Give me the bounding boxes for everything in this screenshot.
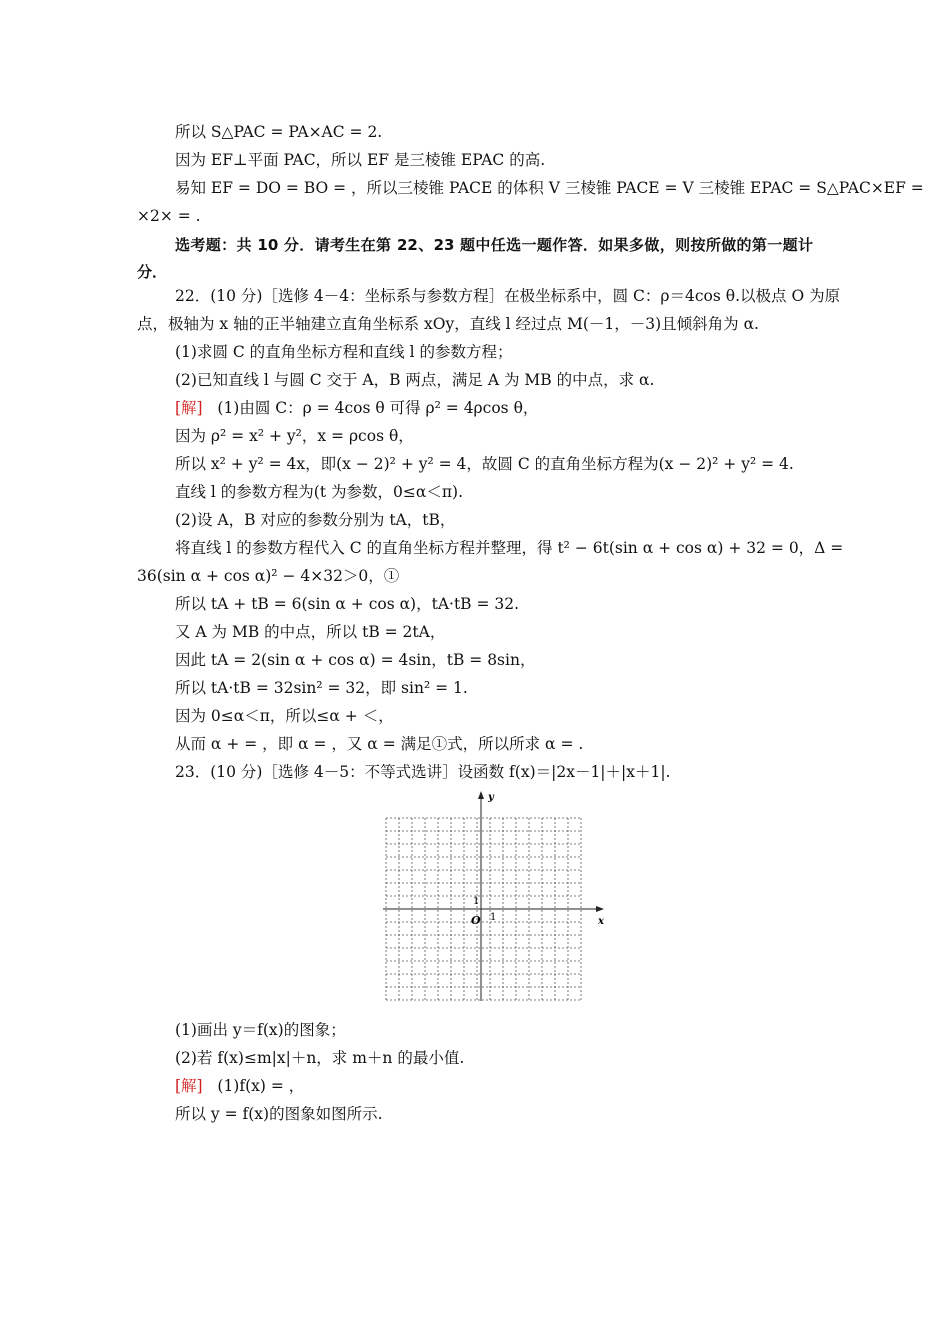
text-line: 因为 EF⊥平面 PAC，所以 EF 是三棱锥 EPAC 的高. bbox=[175, 151, 546, 169]
y-axis-label: y bbox=[488, 792, 494, 803]
text-line: (2)设 A，B 对应的参数分别为 tA，tB， bbox=[175, 511, 456, 529]
text-line: 所以 tA + tB = 6(sin α + cos α)，tA·tB = 32. bbox=[175, 595, 520, 613]
coordinate-grid-figure bbox=[378, 786, 608, 1006]
text-line: 所以 S△PAC = PA×AC = 2. bbox=[175, 123, 383, 141]
problem-23-statement: 23．(10 分)［选修 4－5：不等式选讲］设函数 f(x)＝|2x－1|＋|x＋1|. bbox=[175, 763, 671, 781]
solution-tag: [解] bbox=[175, 399, 203, 417]
problem-22-part2: (2)已知直线 l 与圆 C 交于 A，B 两点，满足 A 为 MB 的中点，求 α. bbox=[175, 371, 655, 389]
x-axis-arrow bbox=[596, 906, 604, 912]
text-line: 将直线 l 的参数方程代入 C 的直角坐标方程并整理，得 t² − 6t(sin α + cos α) + 32 = 0，Δ = bbox=[175, 539, 844, 557]
y-tick-label: 1 bbox=[473, 896, 480, 907]
text-line: 又 A 为 MB 的中点，所以 tB = 2tA， bbox=[175, 623, 446, 641]
problem-23-part1: (1)画出 y＝f(x)的图象； bbox=[175, 1021, 346, 1039]
text-line: 所以 y = f(x)的图象如图所示. bbox=[175, 1105, 383, 1123]
x-tick-label: 1 bbox=[490, 912, 497, 923]
problem-23-part2: (2)若 f(x)≤m|x|＋n，求 m＋n 的最小值. bbox=[175, 1049, 465, 1067]
text-line: 因为 ρ² = x² + y²，x = ρcos θ， bbox=[175, 427, 414, 445]
section-heading: 选考题：共 10 分．请考生在第 22、23 题中任选一题作答．如果多做，则按所做的第一题计 bbox=[175, 236, 813, 254]
problem-22-part1: (1)求圆 C 的直角坐标方程和直线 l 的参数方程； bbox=[175, 343, 513, 361]
text-line: 直线 l 的参数方程为(t 为参数，0≤α＜π). bbox=[175, 483, 463, 501]
problem-22-statement: 点，极轴为 x 轴的正半轴建立直角坐标系 xOy，直线 l 经过点 M(－1，－3)且倾斜角为 α. bbox=[137, 315, 759, 333]
section-heading: 分． bbox=[137, 263, 168, 281]
text-line: 所以 x² + y² = 4x，即(x − 2)² + y² = 4，故圆 C 的直角坐标方程为(x − 2)² + y² = 4. bbox=[175, 455, 794, 473]
y-axis-arrow bbox=[478, 791, 484, 799]
problem-22-statement: 22．(10 分)［选修 4－4：坐标系与参数方程］在极坐标系中，圆 C：ρ＝4cos θ.以极点 O 为原 bbox=[175, 287, 841, 305]
text-line: 因此 tA = 2(sin α + cos α) = 4sin，tB = 8sin， bbox=[175, 651, 536, 669]
text-line: 因为 0≤α＜π，所以≤α + ＜， bbox=[175, 707, 394, 725]
solution-line bbox=[175, 1076, 304, 1096]
solution-line bbox=[175, 398, 538, 418]
solution-text: (1)f(x) = ， bbox=[217, 1077, 305, 1095]
text-line: ×2× = . bbox=[137, 207, 201, 225]
text-line: 易知 EF = DO = BO = ，所以三棱锥 PACE 的体积 V 三棱锥 PACE = V 三棱锥 EPAC = S△PAC×EF = bbox=[175, 179, 924, 197]
solution-text: (1)由圆 C：ρ = 4cos θ 可得 ρ² = 4ρcos θ， bbox=[217, 399, 539, 417]
x-axis-label: x bbox=[598, 916, 604, 927]
origin-label: O bbox=[471, 914, 481, 927]
text-line: 从而 α + = ，即 α = ，又 α = 满足①式，所以所求 α = . bbox=[175, 735, 584, 753]
solution-tag: [解] bbox=[175, 1077, 203, 1095]
text-line: 所以 tA·tB = 32sin² = 32，即 sin² = 1. bbox=[175, 679, 468, 697]
text-line: 36(sin α + cos α)² − 4×32＞0，① bbox=[137, 567, 400, 585]
